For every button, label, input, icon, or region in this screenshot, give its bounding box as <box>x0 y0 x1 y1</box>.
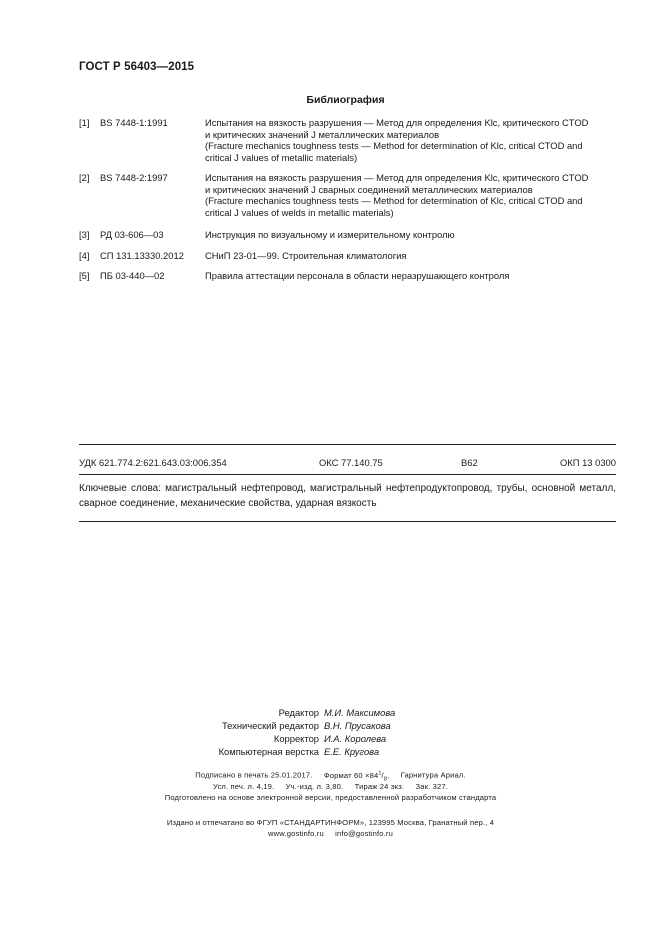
credits <box>0 706 661 758</box>
entry-description <box>205 117 616 163</box>
credit-role: Корректор <box>273 733 319 744</box>
bibliography-entry <box>79 250 616 262</box>
bibliography-entry <box>79 229 616 241</box>
entry-line: (Fracture mechanics toughness tests — Method for determination of Klc, critical CTOD and <box>205 195 583 207</box>
bibliography-title: Библиография <box>306 94 385 106</box>
credit-role: Компьютерная верстка <box>218 746 319 757</box>
entry-line: Инструкция по визуальному и измерительному контролю <box>205 229 455 240</box>
entry-line: и критических значений J металлических материалов <box>205 128 440 140</box>
imprint-print-sheets: Усл. печ. л. 4,19. <box>213 782 275 791</box>
imprint-sheets-line <box>0 781 661 792</box>
entry-line: (Fracture mechanics toughness tests — Method for determination of Klc, critical CTOD and <box>205 140 583 152</box>
imprint-contacts <box>0 828 661 839</box>
entry-line: critical J values of welds in metallic materials) <box>205 206 394 218</box>
credit-line <box>0 732 661 745</box>
document-header: ГОСТ Р 56403—2015 <box>79 61 195 73</box>
entry-number: [2] <box>79 172 90 183</box>
keywords: Ключевые слова: магистральный нефтепровод, магистральный нефтепродуктопровод, трубы, основной металл, сварное соединение, механические свойства, ударная вязкость <box>79 483 616 509</box>
entry-description <box>205 172 616 218</box>
entry-code: СП 131.13330.2012 <box>100 250 184 261</box>
imprint-order: Зак. 327. <box>415 782 448 791</box>
imprint-edit-sheets: Уч.-изд. л. 3,80. <box>285 782 344 791</box>
entry-code: РД 03-606—03 <box>100 229 164 240</box>
credit-line <box>0 745 661 758</box>
oks-code: ОКС 77.140.75 <box>319 457 383 468</box>
entry-number: [4] <box>79 250 90 261</box>
entry-code: ПБ 03-440—02 <box>100 270 165 281</box>
imprint-signed: Подписано в печать 25.01.2017. <box>195 770 313 780</box>
entry-description <box>205 229 616 241</box>
entry-line: и критических значений J сварных соединений металлических материалов <box>205 183 533 195</box>
imprint-prepared: Подготовлено на основе электронной версии, предоставленной разработчиком стандарта <box>164 793 497 802</box>
entry-line: Правила аттестации персонала в области неразрушающего контроля <box>205 270 510 281</box>
entry-line: critical J values of metallic materials) <box>205 151 358 163</box>
entry-line: СНиП 23-01—99. Строительная климатология <box>205 250 407 261</box>
bibliography-entry <box>79 117 616 163</box>
credit-role: Редактор <box>278 707 319 718</box>
format-prefix: Формат 60 ×84 <box>323 770 379 780</box>
bibliography-entry <box>79 270 616 282</box>
entry-code: BS 7448-2:1997 <box>100 172 168 183</box>
imprint-run: Тираж 24 экз. <box>354 782 405 791</box>
credit-role: Технический редактор <box>221 720 319 731</box>
entry-line: Испытания на вязкость разрушения — Метод для определения Klc, критического CTOD <box>205 172 589 183</box>
imprint-publisher: Издано и отпечатано во ФГУП «СТАНДАРТИНФОРМ», 123995 Москва, Гранатный пер., 4 <box>166 818 495 827</box>
bibliography-entry <box>79 172 616 218</box>
imprint-typeface: Гарнитура Ариал. <box>400 770 466 780</box>
group-code: В62 <box>461 457 478 468</box>
credit-person: В.Н. Прусакова <box>324 720 391 731</box>
credit-person: М.И. Максимова <box>324 707 396 718</box>
entry-number: [3] <box>79 229 90 240</box>
credit-line <box>0 719 661 732</box>
okp-code: ОКП 13 0300 <box>560 457 616 468</box>
credit-person: Е.Е. Кругова <box>324 746 380 757</box>
format-sub: 8 <box>383 776 388 783</box>
entry-number: [5] <box>79 270 90 281</box>
imprint-format: Формат $60 \times 84^1/_8$. <box>323 770 390 783</box>
email-link[interactable]: info@gostinfo.ru <box>335 829 393 838</box>
entry-line: Испытания на вязкость разрушения — Метод для определения Klc, критического CTOD <box>205 117 589 128</box>
entry-description <box>205 270 616 282</box>
divider-bottom <box>79 521 616 522</box>
credit-line <box>0 706 661 719</box>
entry-description <box>205 250 616 262</box>
credit-person: И.А. Королева <box>324 733 387 744</box>
entry-code: BS 7448-1:1991 <box>100 117 168 128</box>
website-link[interactable]: www.gostinfo.ru <box>268 829 324 838</box>
entry-number: [1] <box>79 117 90 128</box>
format-sup: 1 <box>378 770 382 776</box>
divider-top <box>79 444 616 445</box>
udk-code: УДК 621.774.2:621.643.03:006.354 <box>79 457 227 468</box>
divider-middle <box>79 474 616 475</box>
